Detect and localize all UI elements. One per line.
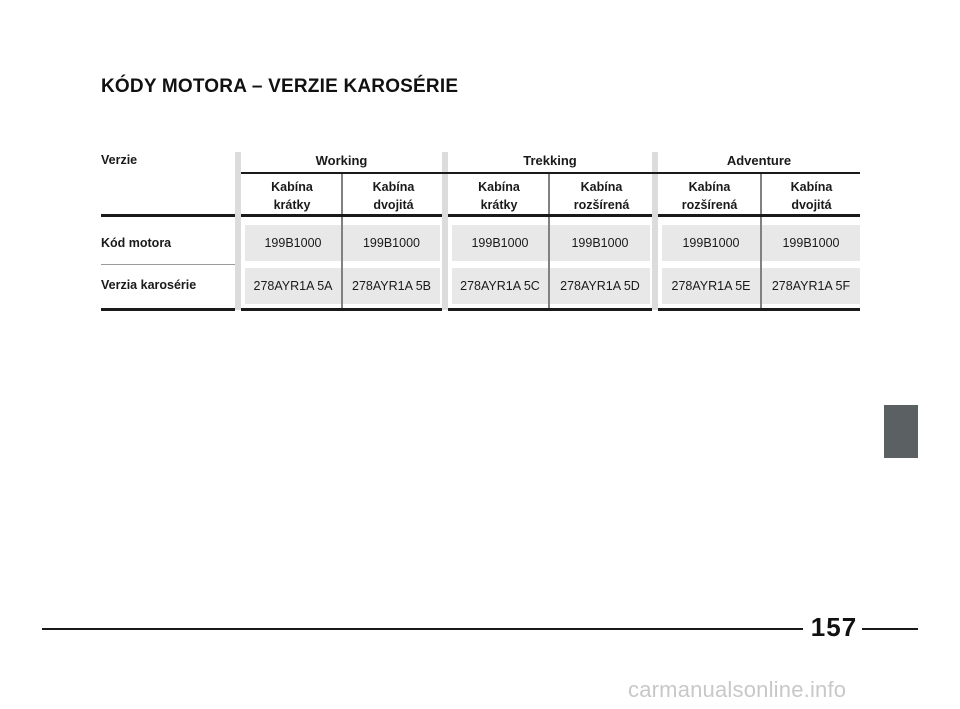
- sub-header: [450, 178, 548, 214]
- engine-code-cell: 199B1000: [343, 225, 440, 261]
- row-label-engine-code: Kód motora: [101, 236, 172, 250]
- table-bottom-rule: [448, 308, 652, 311]
- row-header-label: Verzie: [101, 153, 138, 167]
- footer-rule-left: [42, 628, 803, 630]
- page-number: 157: [810, 612, 858, 642]
- sub-header-line1: Kabína: [271, 180, 313, 194]
- header-rule: [658, 214, 860, 217]
- table-bottom-rule: [241, 308, 442, 311]
- header-rule: [448, 214, 652, 217]
- sub-header-line1: Kabína: [478, 180, 520, 194]
- sub-header: [763, 178, 860, 214]
- group-header-adventure: Adventure: [726, 153, 792, 168]
- body-version-cell: 278AYR1A 5E: [662, 268, 760, 304]
- sub-header-line2: dvojitá: [373, 198, 414, 212]
- group-header-trekking: Trekking: [523, 153, 577, 168]
- row-label-body-version: Verzia karosérie: [101, 278, 197, 292]
- body-version-cell: 278AYR1A 5F: [762, 268, 860, 304]
- body-version-cell: 278AYR1A 5D: [550, 268, 650, 304]
- page-title: KÓDY MOTORA – VERZIE KAROSÉRIE: [101, 76, 459, 97]
- header-rule: [101, 214, 235, 217]
- footer-rule-right: [862, 628, 918, 630]
- sub-header-line2: krátky: [480, 198, 518, 212]
- engine-code-cell: 199B1000: [550, 225, 650, 261]
- table-bottom-rule: [658, 308, 860, 311]
- sub-header-line2: krátky: [273, 198, 311, 212]
- sub-header-line2: rozšírená: [573, 198, 630, 212]
- sub-header-line1: Kabína: [580, 180, 623, 194]
- group-header-rule: [241, 172, 860, 174]
- column-separator: [548, 174, 550, 308]
- engine-code-cell: 199B1000: [452, 225, 548, 261]
- engine-code-cell: 199B1000: [762, 225, 860, 261]
- body-version-cell: 278AYR1A 5C: [452, 268, 548, 304]
- sub-header-line2: dvojitá: [791, 198, 832, 212]
- section-tab-marker: [884, 405, 918, 458]
- sub-header-line1: Kabína: [372, 180, 415, 194]
- sub-header-line2: rozšírená: [681, 198, 738, 212]
- sub-header-line1: Kabína: [688, 180, 731, 194]
- sub-header-line1: Kabína: [790, 180, 833, 194]
- body-version-cell: 278AYR1A 5A: [245, 268, 341, 304]
- column-separator: [760, 174, 762, 308]
- row-divider: [101, 264, 235, 265]
- group-header-working: Working: [315, 153, 368, 168]
- sub-header: [659, 178, 760, 214]
- group-separator: [652, 152, 658, 310]
- body-version-cell: 278AYR1A 5B: [343, 268, 440, 304]
- column-separator: [341, 174, 343, 308]
- group-separator: [235, 152, 241, 310]
- group-separator: [442, 152, 448, 310]
- table-bottom-rule: [101, 308, 235, 311]
- sub-header: [243, 178, 341, 214]
- engine-code-cell: 199B1000: [662, 225, 760, 261]
- engine-code-cell: 199B1000: [245, 225, 341, 261]
- watermark: carmanualsonline.info: [628, 677, 847, 702]
- sub-header: [551, 178, 652, 214]
- sub-header: [345, 178, 442, 214]
